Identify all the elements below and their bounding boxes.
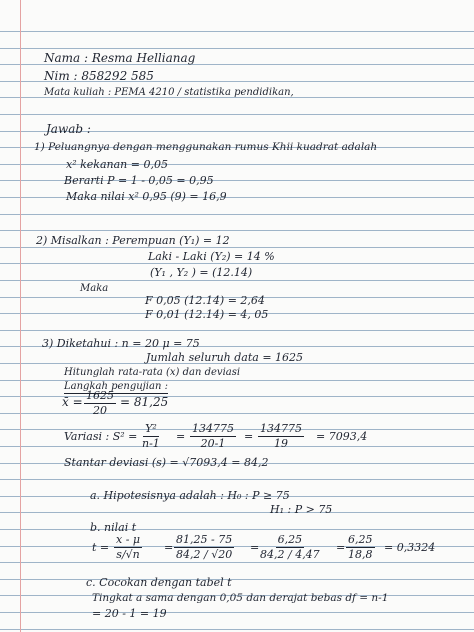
rule-line: [0, 230, 474, 231]
q2-line6: F 0,01 (12.14) = 4, 05: [145, 308, 269, 321]
t-eq-3: =: [336, 541, 346, 554]
rule-line: [0, 263, 474, 264]
c-line3: = 20 - 1 = 19: [92, 607, 167, 620]
t-denominator-4: 18,8: [348, 548, 373, 561]
t-eq-2: =: [250, 541, 260, 554]
rule-line: [0, 562, 474, 563]
header-matakuliah: Mata kuliah : PEMA 4210 / statistika pendidikan,: [44, 87, 294, 98]
q1-line1: 1) Peluangnya dengan menggunakan rumus Khii kuadrat adalah: [34, 141, 378, 153]
std-deviation: Stantar deviasi (s) = √7093,4 = 84,2: [64, 456, 269, 469]
rule-line: [0, 214, 474, 215]
rule-line: [0, 413, 474, 414]
q1-line2: x² kekanan = 0,05: [66, 158, 168, 171]
t-numerator-3: 6,25: [277, 533, 303, 546]
rule-line: [0, 48, 474, 49]
rule-line: [0, 280, 474, 281]
t-denominator-1: s/√n: [116, 548, 140, 561]
variance-denominator-3: 19: [274, 437, 288, 450]
header-nama: Nama : Resma Hellianag: [44, 51, 196, 65]
t-lhs: t =: [92, 541, 110, 554]
variance-fraction-3: [258, 423, 304, 450]
variance-lhs: Variasi : S² =: [64, 430, 138, 443]
mean-rhs: = 81,25: [120, 395, 169, 409]
t-fraction-1: [114, 534, 142, 561]
q3-line2: Jumlah seluruh data = 1625: [146, 351, 304, 364]
variance-rhs: = 7093,4: [316, 430, 368, 443]
t-fraction-4: [346, 534, 375, 561]
variance-fraction-1: [140, 423, 162, 450]
rule-line: [0, 330, 474, 331]
q3-line1: 3) Diketahui : n = 20 μ = 75: [42, 337, 200, 350]
t-fraction-3: [258, 534, 322, 561]
q2-line4: Maka: [80, 283, 109, 294]
variance-eq-1: =: [176, 430, 186, 443]
variance-denominator-2: 20-1: [200, 437, 226, 450]
variance-denominator-1: n-1: [142, 437, 160, 450]
c-line2: Tingkat a sama dengan 0,05 dan derajat bebas df = n-1: [92, 592, 389, 604]
t-fraction-2: [174, 534, 234, 561]
variance-numerator-1: Y²: [145, 422, 157, 435]
q3-line3: Hitunglah rata-rata (x) dan deviasi: [64, 367, 241, 378]
header-nim: Nim : 858292 585: [44, 69, 154, 83]
hypothesis-h0: a. Hipotesisnya adalah : H₀ : P ≥ 75: [90, 489, 290, 502]
mean-fraction: [84, 390, 116, 417]
mean-lhs: x̄ =: [62, 395, 83, 409]
t-numerator-1: x - μ: [116, 533, 141, 546]
q2-line2: Laki - Laki (Y₂) = 14 %: [148, 250, 275, 263]
rule-line: [0, 31, 474, 32]
q1-line3: Berarti P = 1 - 0,05 = 0,95: [64, 174, 214, 187]
rule-line: [0, 529, 474, 530]
variance-numerator-3: 134775: [260, 422, 302, 435]
t-value-label: b. nilai t: [90, 521, 137, 534]
rule-line: [0, 579, 474, 580]
rule-line: [0, 114, 474, 115]
t-numerator-2: 81,25 - 75: [176, 533, 233, 546]
margin-line: [20, 0, 21, 632]
rule-line: [0, 446, 474, 447]
t-rhs: = 0,3324: [384, 541, 436, 554]
variance-eq-2: =: [244, 430, 254, 443]
jawab-label: Jawab :: [46, 122, 91, 136]
mean-denominator: 20: [93, 404, 107, 417]
t-numerator-4: 6,25: [348, 533, 373, 546]
q2-line3: (Y₁ , Y₂ ) = (12.14): [150, 266, 253, 279]
t-denominator-3: 84,2 / 4,47: [260, 548, 320, 561]
hypothesis-h1: H₁ : P > 75: [270, 503, 333, 516]
q1-line4: Maka nilai x² 0,95 (9) = 16,9: [66, 190, 227, 203]
rule-line: [0, 612, 474, 613]
c-line1: c. Cocokan dengan tabel t: [86, 576, 232, 589]
q3-line4: Langkah pengujian :: [64, 381, 168, 392]
rule-line: [0, 479, 474, 480]
variance-numerator-2: 134775: [192, 422, 234, 435]
q2-line5: F 0,05 (12.14) = 2,64: [145, 294, 265, 307]
mean-numerator: 1625: [86, 389, 114, 402]
t-denominator-2: 84,2 / √20: [176, 548, 233, 561]
t-eq-1: =: [164, 541, 174, 554]
rule-line: [0, 629, 474, 630]
q2-line1: 2) Misalkan : Perempuan (Y₁) = 12: [36, 234, 230, 247]
rule-line: [0, 247, 474, 248]
variance-fraction-2: [190, 423, 236, 450]
rule-line: [0, 512, 474, 513]
